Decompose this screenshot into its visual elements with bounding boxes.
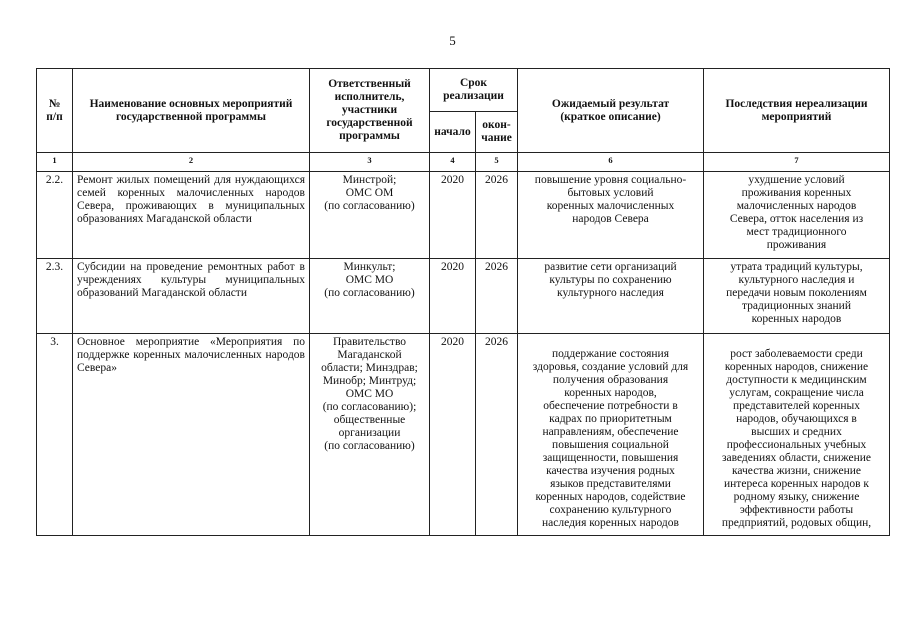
start-year: 2020 xyxy=(430,172,476,259)
header-consequences: Последствия нереализации мероприятий xyxy=(704,69,890,153)
column-number: 4 xyxy=(430,153,476,172)
responsible-executor: Минстрой; ОМС ОМ (по согласованию) xyxy=(310,172,430,259)
expected-result: поддержание состояния здоровья, создание условий для получения образования коренных народов, обеспечение потребности в кадрах по приоритетным направлениям, обеспечение повышения социальной защищенности, повышения качества изучения родных языков представителями коренных народов, содействие сохранению культурного наследия коренных народов xyxy=(518,334,704,536)
header-start: начало xyxy=(430,112,476,153)
column-number: 6 xyxy=(518,153,704,172)
responsible-executor: Минкульт; ОМС МО (по согласованию) xyxy=(310,259,430,334)
header-term: Срок реализации xyxy=(430,69,518,112)
header-responsible: Ответственный исполнитель, участники государственной программы xyxy=(310,69,430,153)
header-end: окон- чание xyxy=(476,112,518,153)
row-number: 2.2. xyxy=(37,172,73,259)
column-number: 5 xyxy=(476,153,518,172)
page-number: 5 xyxy=(449,33,456,48)
end-year: 2026 xyxy=(476,172,518,259)
end-year: 2026 xyxy=(476,259,518,334)
header-num: № п/п xyxy=(37,69,73,153)
column-number-row xyxy=(37,153,890,172)
end-year: 2026 xyxy=(476,334,518,536)
responsible-executor: Правительство Магаданской области; Минздрав; Минобр; Минтруд; ОМС МО (по согласованию); общественные организации (по согласованию) xyxy=(310,334,430,536)
expected-result: повышение уровня социально- бытовых условий коренных малочисленных народов Севера xyxy=(518,172,704,259)
header-row xyxy=(37,69,890,112)
start-year: 2020 xyxy=(430,334,476,536)
header-result: Ожидаемый результат (краткое описание) xyxy=(518,69,704,153)
row-number: 3. xyxy=(37,334,73,536)
header-name: Наименование основных мероприятий государственной программы xyxy=(73,69,310,153)
start-year: 2020 xyxy=(430,259,476,334)
expected-result: развитие сети организаций культуры по сохранению культурного наследия xyxy=(518,259,704,334)
activity-name: Субсидии на проведение ремонтных работ в учреждениях культуры муниципальных образований Магаданской области xyxy=(73,259,310,334)
non-implementation-consequences: ухудшение условий проживания коренных малочисленных народов Севера, отток населения из мест традиционного проживания xyxy=(704,172,890,259)
table-row xyxy=(37,259,890,334)
column-number: 3 xyxy=(310,153,430,172)
non-implementation-consequences: утрата традиций культуры, культурного наследия и передачи новым поколениям традиционных знаний коренных народов xyxy=(704,259,890,334)
column-number: 7 xyxy=(704,153,890,172)
activity-name: Основное мероприятие «Мероприятия по поддержке коренных малочисленных народов Севера» xyxy=(73,334,310,536)
non-implementation-consequences: рост заболеваемости среди коренных народов, снижение доступности к медицинским услугам, сокращение числа представителей коренных народов, обучающихся в высших и средних профессиональных учебных заведениях области, снижение качества жизни, снижение интереса коренных народов к родному языку, снижение эффективности работы предприятий, родовых общин, xyxy=(704,334,890,536)
table-row xyxy=(37,334,890,536)
column-number: 1 xyxy=(37,153,73,172)
column-number: 2 xyxy=(73,153,310,172)
program-activities-table xyxy=(36,68,890,536)
table-row xyxy=(37,172,890,259)
activity-name: Ремонт жилых помещений для нуждающихся семей коренных малочисленных народов Севера, проживающих в муниципальных образованиях Магаданской области xyxy=(73,172,310,259)
row-number: 2.3. xyxy=(37,259,73,334)
